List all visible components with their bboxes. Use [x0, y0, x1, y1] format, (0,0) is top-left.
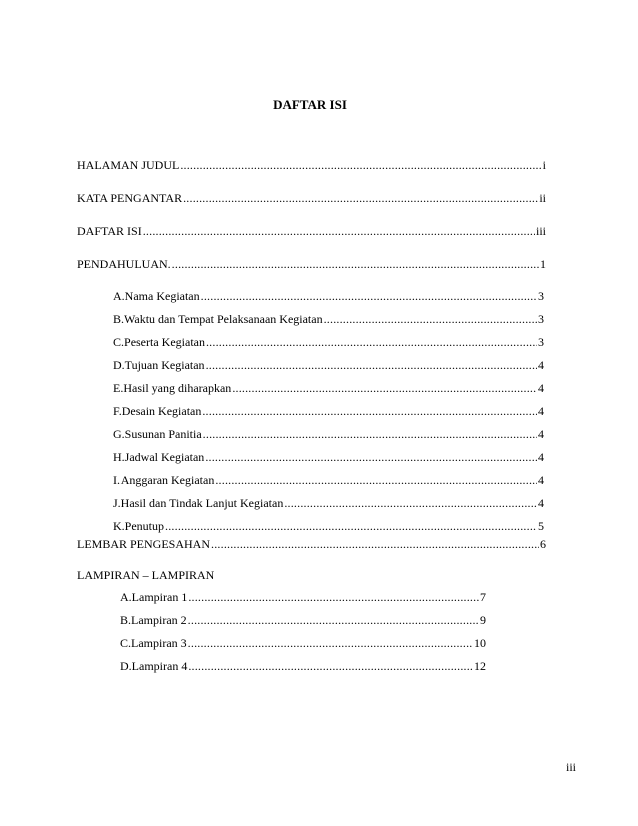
- toc-entry-text: DAFTAR ISI: [77, 224, 142, 238]
- toc-entry-pendahuluan: [77, 257, 546, 271]
- toc-subentry: [113, 496, 544, 510]
- toc-lampiran-page: 10: [474, 636, 486, 650]
- toc-subentry: [113, 358, 544, 372]
- toc-leader-dots: [143, 224, 535, 238]
- toc-leader-dots: [188, 613, 479, 627]
- toc-subentry-page: 4: [538, 404, 544, 418]
- toc-subentry: [113, 404, 544, 418]
- toc-subentry: [113, 473, 544, 487]
- toc-subentry-page: 5: [538, 519, 544, 533]
- toc-subentry: [113, 335, 544, 349]
- toc-lampiran-entry: [120, 590, 486, 604]
- toc-subentry-page: 4: [538, 381, 544, 395]
- toc-subentry-page: 3: [538, 312, 544, 326]
- toc-lampiran-label: A.: [120, 590, 132, 604]
- toc-leader-dots: [202, 404, 537, 418]
- toc-subentry-page: 4: [538, 496, 544, 510]
- toc-entry-text: KATA PENGANTAR: [77, 191, 183, 205]
- toc-subentry-label: D.: [113, 358, 125, 372]
- toc-subentry-page: 4: [538, 427, 544, 441]
- toc-lampiran-entry: [120, 613, 486, 627]
- toc-leader-dots: [180, 158, 541, 172]
- toc-lampiran-page: 7: [480, 590, 486, 604]
- toc-leader-dots: [284, 496, 537, 510]
- toc-subentry: [113, 427, 544, 441]
- toc-subentry-text: Penutup: [124, 519, 165, 533]
- toc-leader-dots: [201, 289, 537, 303]
- toc-subentry-label: G.: [113, 427, 125, 441]
- toc-leader-dots: [203, 427, 537, 441]
- toc-subentry-label: A.: [113, 289, 125, 303]
- toc-entry-daftar-isi: [77, 224, 546, 238]
- toc-leader-dots: [211, 537, 539, 551]
- toc-subentry-text: Anggaran Kegiatan: [120, 473, 215, 487]
- toc-lampiran-entry: [120, 636, 486, 650]
- toc-subentry-label: I.: [113, 473, 120, 487]
- toc-leader-dots: [232, 381, 537, 395]
- toc-subentry: [113, 312, 544, 326]
- toc-leader-dots: [188, 659, 473, 673]
- page-number: iii: [565, 760, 576, 774]
- toc-lampiran-label: C.: [120, 636, 132, 650]
- toc-subentry-text: Hasil yang diharapkan: [123, 381, 232, 395]
- toc-subentry-page: 3: [538, 335, 544, 349]
- toc-entry-page: ii: [539, 191, 546, 205]
- toc-leader-dots: [172, 257, 539, 271]
- toc-subentry-text: Susunan Panitia: [124, 427, 202, 441]
- toc-leader-dots: [215, 473, 537, 487]
- toc-subentry-page: 3: [538, 289, 544, 303]
- toc-lampiran-heading: LAMPIRAN – LAMPIRAN: [77, 568, 215, 582]
- toc-subentry-label: E.: [113, 381, 124, 395]
- toc-leader-dots: [165, 519, 537, 533]
- toc-subentry-page: 4: [538, 450, 544, 464]
- toc-lampiran-label: B.: [120, 613, 132, 627]
- toc-lampiran-page: 9: [480, 613, 486, 627]
- toc-subentry-page: 4: [538, 358, 544, 372]
- toc-leader-dots: [183, 191, 538, 205]
- toc-entry-halaman-judul: [77, 158, 546, 172]
- toc-subentry-text: Tujuan Kegiatan: [124, 358, 205, 372]
- toc-subentry-label: J.: [113, 496, 121, 510]
- toc-subentry-label: H.: [113, 450, 125, 464]
- toc-subentry-text: Peserta Kegiatan: [124, 335, 205, 349]
- toc-subentry-text: Desain Kegiatan: [121, 404, 202, 418]
- toc-subentry: [113, 289, 544, 303]
- toc-subentry-label: F.: [113, 404, 122, 418]
- toc-entry-lembar-pengesahan: [77, 537, 546, 551]
- toc-leader-dots: [206, 358, 537, 372]
- toc-lampiran-text: Lampiran 3: [131, 636, 187, 650]
- toc-leader-dots: [206, 335, 537, 349]
- toc-entry-page: 6: [540, 537, 546, 551]
- toc-subentry-label: B.: [113, 312, 125, 326]
- toc-leader-dots: [188, 636, 473, 650]
- toc-subentry: [113, 381, 544, 395]
- toc-entry-page: 1: [540, 257, 546, 271]
- toc-leader-dots: [205, 450, 537, 464]
- toc-leader-dots: [188, 590, 479, 604]
- toc-entry-kata-pengantar: [77, 191, 546, 205]
- toc-entry-text: PENDAHULUAN.: [77, 257, 171, 271]
- toc-subentry-text: Hasil dan Tindak Lanjut Kegiatan: [120, 496, 284, 510]
- toc-subentry: [113, 519, 544, 533]
- page-title: DAFTAR ISI: [273, 97, 347, 112]
- toc-entry-page: i: [542, 158, 546, 172]
- toc-lampiran-text: Lampiran 4: [131, 659, 188, 673]
- toc-lampiran-page: 12: [474, 659, 486, 673]
- toc-lampiran-label: D.: [120, 659, 132, 673]
- toc-lampiran-entry: [120, 659, 486, 673]
- toc-subentry-label: C.: [113, 335, 125, 349]
- toc-subentry: [113, 450, 544, 464]
- toc-subentry-text: Jadwal Kegiatan: [124, 450, 205, 464]
- toc-subentry-text: Waktu dan Tempat Pelaksanaan Kegiatan: [124, 312, 323, 326]
- toc-subentry-label: K.: [113, 519, 125, 533]
- toc-subentry-text: Nama Kegiatan: [124, 289, 200, 303]
- toc-entry-page: iii: [535, 224, 546, 238]
- toc-subentry-page: 4: [538, 473, 544, 487]
- toc-lampiran-text: Lampiran 1: [131, 590, 188, 604]
- toc-leader-dots: [324, 312, 537, 326]
- toc-lampiran-text: Lampiran 2: [131, 613, 187, 627]
- toc-entry-text: HALAMAN JUDUL: [77, 158, 180, 172]
- toc-entry-text: LEMBAR PENGESAHAN: [77, 537, 211, 551]
